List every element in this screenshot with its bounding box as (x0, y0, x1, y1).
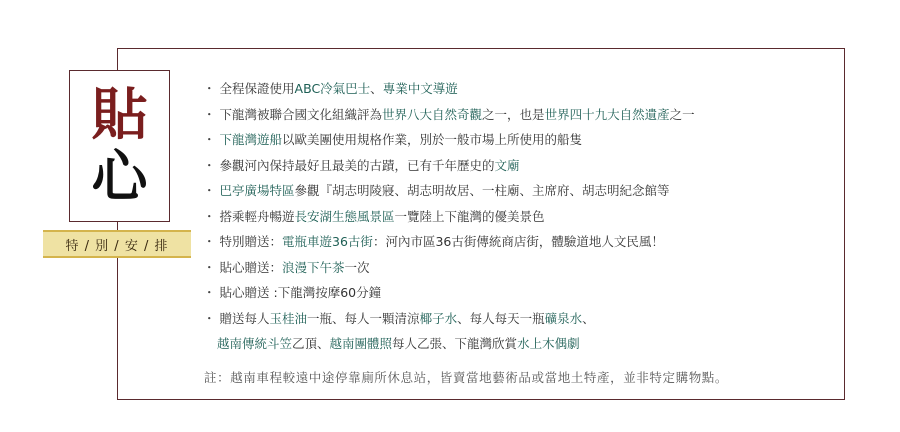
highlight-text: ABC冷氣巴士 (294, 81, 371, 96)
item-text: 一次 (344, 259, 370, 275)
list-item (203, 255, 833, 281)
bullet: ・ (203, 310, 216, 326)
list-item (203, 204, 833, 230)
item-text: 之一，也是 (482, 106, 545, 122)
highlight-text: 文廟 (494, 157, 520, 173)
list-item (203, 153, 833, 179)
list-item (203, 229, 833, 255)
list-item (203, 280, 833, 306)
list-item (203, 76, 833, 102)
highlight-text: 世界四十九大自然遺產 (544, 106, 670, 122)
list-item (203, 127, 833, 153)
item-text: 參觀『胡志明陵寢、胡志明故居、一柱廟、主席府、胡志明紀念館等 (294, 183, 670, 198)
title-char-2: 心 (91, 144, 148, 210)
item-text: 、每人每天一瓶 (457, 310, 545, 326)
title-box (69, 70, 170, 222)
list-item (203, 178, 833, 204)
bullet: ・ (203, 183, 216, 198)
item-text: 、 (370, 81, 383, 96)
highlight-text: 水上木偶劇 (517, 336, 580, 351)
item-text: 貼心贈送： (219, 259, 283, 275)
item-text: 參觀河內保持最好且最美的古蹟，已有千年歷史的 (219, 157, 495, 173)
item-text: 、 (582, 310, 595, 326)
item-text: 搭乘輕舟暢遊 (219, 208, 295, 224)
title-char-1: 貼 (91, 82, 148, 148)
highlight-text: 椰子水 (419, 310, 458, 326)
bullet: ・ (203, 81, 216, 96)
highlight-text: 越南傳統斗笠 (217, 336, 293, 351)
feature-list (203, 76, 833, 357)
bullet: ・ (203, 208, 216, 224)
highlight-text: 巴亭廣場特區 (219, 183, 295, 198)
bullet: ・ (203, 157, 216, 173)
item-text: 一覽陸上下龍灣的優美景色 (394, 208, 545, 224)
highlight-text: 礦泉水 (544, 310, 583, 326)
highlight-text: 專業中文導遊 (382, 81, 458, 96)
highlight-text: 世界八大自然奇觀 (382, 106, 483, 122)
list-item (203, 331, 833, 357)
item-text: 乙頂、 (292, 336, 330, 351)
highlight-text: 下龍灣遊船 (219, 132, 283, 147)
item-text: 之一 (669, 106, 695, 122)
highlight-text: 越南團體照 (329, 336, 393, 351)
item-text: 貼心贈送 :下龍灣按摩60分鐘 (219, 285, 382, 300)
bullet: ・ (203, 259, 216, 275)
highlight-text: 玉桂油 (269, 310, 308, 326)
list-item (203, 102, 833, 128)
bullet: ・ (203, 234, 216, 249)
highlight-text: 浪漫下午茶 (282, 259, 345, 275)
item-text: 全程保證使用 (219, 81, 295, 96)
item-text: 一瓶、每人一顆清涼 (307, 310, 420, 326)
special-arrangement-ribbon: 特 / 別 / 安 / 排 (43, 230, 191, 258)
bullet: ・ (203, 132, 216, 147)
item-text: 贈送每人 (219, 310, 270, 326)
bullet: ・ (203, 285, 216, 300)
item-text: 每人乙張、下龍灣欣賞 (392, 336, 518, 351)
item-text: 下龍灣被聯合國文化組織評為 (219, 106, 383, 122)
footnote: 註：越南車程較遠中途停靠廁所休息站，皆賣當地藝術品或當地土特產，並非特定購物點。 (204, 370, 729, 385)
highlight-text: 長安湖生態風景區 (294, 208, 395, 224)
item-text: 以歐美團使用規格作業，別於一般市場上所使用的船隻 (282, 132, 583, 147)
highlight-text: 電瓶車遊36古街 (282, 234, 373, 249)
bullet: ・ (203, 106, 216, 122)
item-text: 特別贈送： (219, 234, 283, 249)
item-text: ：河內市區36古街傳統商店街，體驗道地人文民風！ (372, 234, 664, 249)
list-item (203, 306, 833, 332)
